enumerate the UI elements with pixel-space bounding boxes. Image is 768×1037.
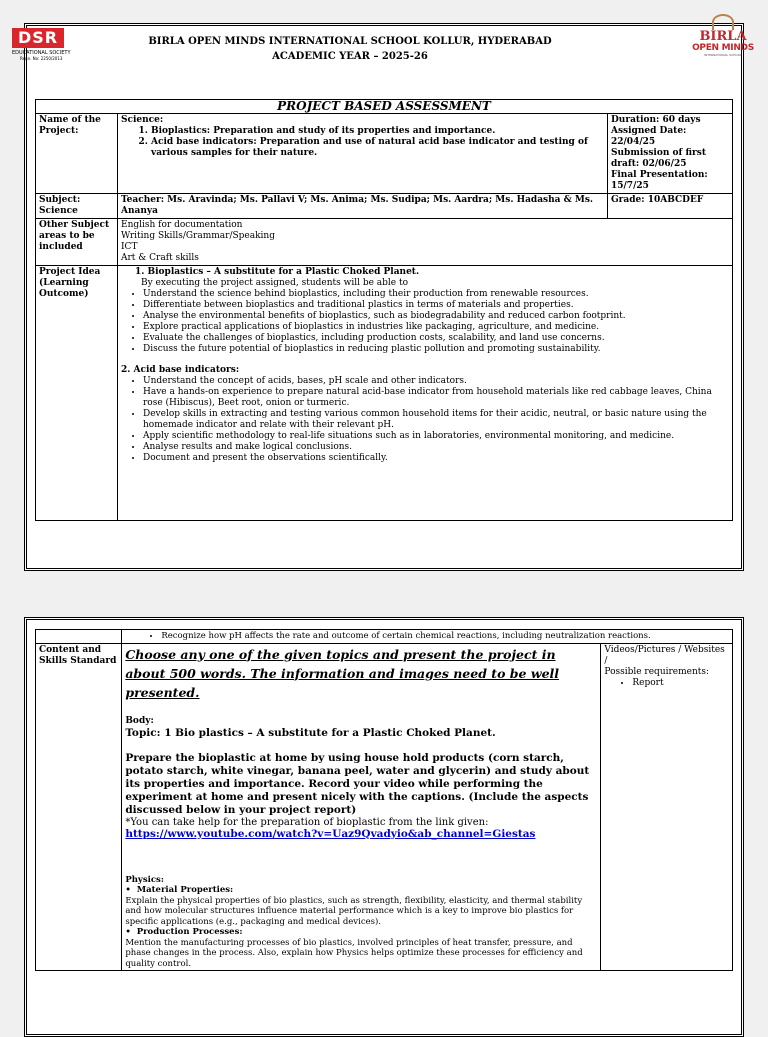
list-item: • Evaluate the challenges of bioplastics, including production costs, scalability, and land use concerns. <box>143 333 729 344</box>
production-title: • Production Processes: <box>125 927 243 937</box>
birla-emblem-icon <box>712 14 734 30</box>
body-label: Body: <box>125 715 154 726</box>
requirements-label: Possible requirements: <box>604 666 710 677</box>
table-row <box>36 643 733 971</box>
learning-outcomes <box>118 266 733 521</box>
idea1-intro: By executing the project assigned, students will be able to <box>141 278 408 288</box>
dsr-logo-reg: Regn. No: 2250/2013 <box>20 56 63 61</box>
dsr-logo <box>12 28 82 61</box>
list-item: • Discuss the future potential of bioplastics in reducing plastic pollution and promoting sustainability. <box>143 344 729 355</box>
list-item: • Analyse the environmental benefits of bioplastics, such as biodegradability and reduced carbon footprint. <box>143 311 729 322</box>
teachers: Teacher: Ms. Aravinda; Ms. Pallavi V; Ms. Anima; Ms. Sudipa; Ms. Aardra; Ms. Hadasha & Ms. Ananya <box>118 194 608 219</box>
submission-date: Submission of first draft: 02/06/25 <box>611 148 707 169</box>
birla-logo-line1: BIRLA <box>699 29 747 44</box>
project-names <box>118 114 608 194</box>
continued-cell <box>122 630 733 644</box>
resources: Videos/Pictures / Websites / <box>604 644 725 666</box>
youtube-link[interactable]: https://www.youtube.com/watch?v=Uaz9Qvadyio&ab_channel=Giestas <box>125 827 536 840</box>
school-name: BIRLA OPEN MINDS INTERNATIONAL SCHOOL KOLLUR, HYDERABAD <box>148 36 552 47</box>
requirement-item: • Report <box>632 678 729 689</box>
list-item: • Understand the science behind bioplastics, including their production from renewable resources. <box>143 289 729 300</box>
list-item: • Differentiate between bioplastics and traditional plastics in terms of materials and properties. <box>143 300 729 311</box>
assessment-table <box>35 99 733 521</box>
content-label: Content and Skills Standard <box>36 643 122 971</box>
production-title-text: Production Processes: <box>136 927 243 937</box>
content-body <box>122 643 601 971</box>
other-subjects <box>118 219 733 266</box>
birla-logo-line2: OPEN MINDS <box>692 43 754 53</box>
idea1-title: 1. Bioplastics – A substitute for a Plastic Choked Planet. <box>135 267 420 277</box>
final-date: 15/7/25 <box>611 181 649 191</box>
list-item: • Apply scientific methodology to real-life situations such as in laboratories, environmental monitoring, and medicine. <box>143 431 729 442</box>
birla-logo-tag: INTERNATIONAL SCHOOL <box>704 53 742 57</box>
idea-label: Project Idea (Learning Outcome) <box>36 266 118 521</box>
other-subject-item: ICT <box>121 242 138 252</box>
assigned-date: 22/04/25 <box>611 137 656 147</box>
table-row <box>36 266 733 521</box>
other-subjects-label: Other Subject areas to be included <box>36 219 118 266</box>
school-header <box>130 34 570 64</box>
material-title-text: Material Properties: <box>136 885 234 895</box>
assigned-label: Assigned Date: <box>611 126 687 136</box>
birla-logo <box>692 14 754 57</box>
table-title: PROJECT BASED ASSESSMENT <box>36 100 733 114</box>
help-text: *You can take help for the preparation of bioplastic from the link given: <box>125 816 489 828</box>
list-item: • Have a hands-on experience to prepare natural acid-base indicator from household materials like red cabbage leaves, China rose (Hibiscus), Beet root, onion or turmeric. <box>143 387 729 409</box>
dates-cell <box>608 114 733 194</box>
project-item: 1. Bioplastics: Preparation and study of its properties and importance. <box>151 126 604 137</box>
academic-year: ACADEMIC YEAR – 2025-26 <box>272 51 428 62</box>
physics-label: Physics: <box>125 874 164 885</box>
production-text: Mention the manufacturing processes of bio plastics, involved principles of heat transfer, pressure, and phase changes in the process. Also, explain how Physics helps optimize these processes for efficiency and quality control. <box>125 937 583 969</box>
subject-label: Subject: Science <box>36 194 118 219</box>
table-row <box>36 114 733 194</box>
list-item: • Develop skills in extracting and testing various common household items for their acidic, neutral, or basic nature using the homemade indicator and relate with their relevant pH. <box>143 409 729 431</box>
name-label: Name of the Project: <box>36 114 118 194</box>
list-item: • Document and present the observations scientifically. <box>143 453 729 464</box>
material-text: Explain the physical properties of bio plastics, such as strength, flexibility, elasticity, and thermal stability and how molecular structures influence material performance which is a key to improve bio plastics for specific applications (e.g., packaging and medical devices). <box>125 895 583 927</box>
name-heading: Science: <box>121 115 164 125</box>
table-row <box>36 630 733 644</box>
lead-instruction: Choose any one of the given topics and present the project in about 500 words. The information and images need to be well presented. <box>125 646 560 700</box>
duration: Duration: 60 days <box>611 115 701 125</box>
resources-cell <box>601 643 733 971</box>
final-label: Final Presentation: <box>611 170 708 180</box>
dsr-logo-mark: DSR <box>12 28 64 48</box>
list-item: • Understand the concept of acids, bases, pH scale and other indicators. <box>143 376 729 387</box>
table-row <box>36 194 733 219</box>
other-subject-item: Writing Skills/Grammar/Speaking <box>121 231 275 241</box>
grade: Grade: 10ABCDEF <box>608 194 733 219</box>
dsr-logo-subtitle: EDUCATIONAL SOCIETY <box>12 50 71 56</box>
table-row <box>36 219 733 266</box>
other-subject-item: Art & Craft skills <box>121 253 199 263</box>
material-title: • Material Properties: <box>125 885 234 895</box>
idea2-title: 2. Acid base indicators: <box>121 365 240 375</box>
list-item: • Recognize how pH affects the rate and outcome of certain chemical reactions, including neutralization reactions. <box>161 631 729 642</box>
list-item: • Explore practical applications of bioplastics in industries like packaging, agriculture, and medicine. <box>143 322 729 333</box>
topic-title: Topic: 1 Bio plastics – A substitute for a Plastic Choked Planet. <box>125 726 496 739</box>
instructions: Prepare the bioplastic at home by using house hold products (corn starch, potato starch, white vinegar, banana peel, water and glycerin) and study about its properties and importance. Record your video while performing the experiment at home and present nicely with the captions. (Include the aspects discussed below in your project report) <box>125 751 590 816</box>
other-subject-item: English for documentation <box>121 220 243 230</box>
project-item: 2. Acid base indicators: Preparation and use of natural acid base indicator and testing of various samples for their nature. <box>151 137 604 159</box>
list-item: • Analyse results and make logical conclusions. <box>143 442 729 453</box>
assessment-table-continued <box>35 629 733 971</box>
